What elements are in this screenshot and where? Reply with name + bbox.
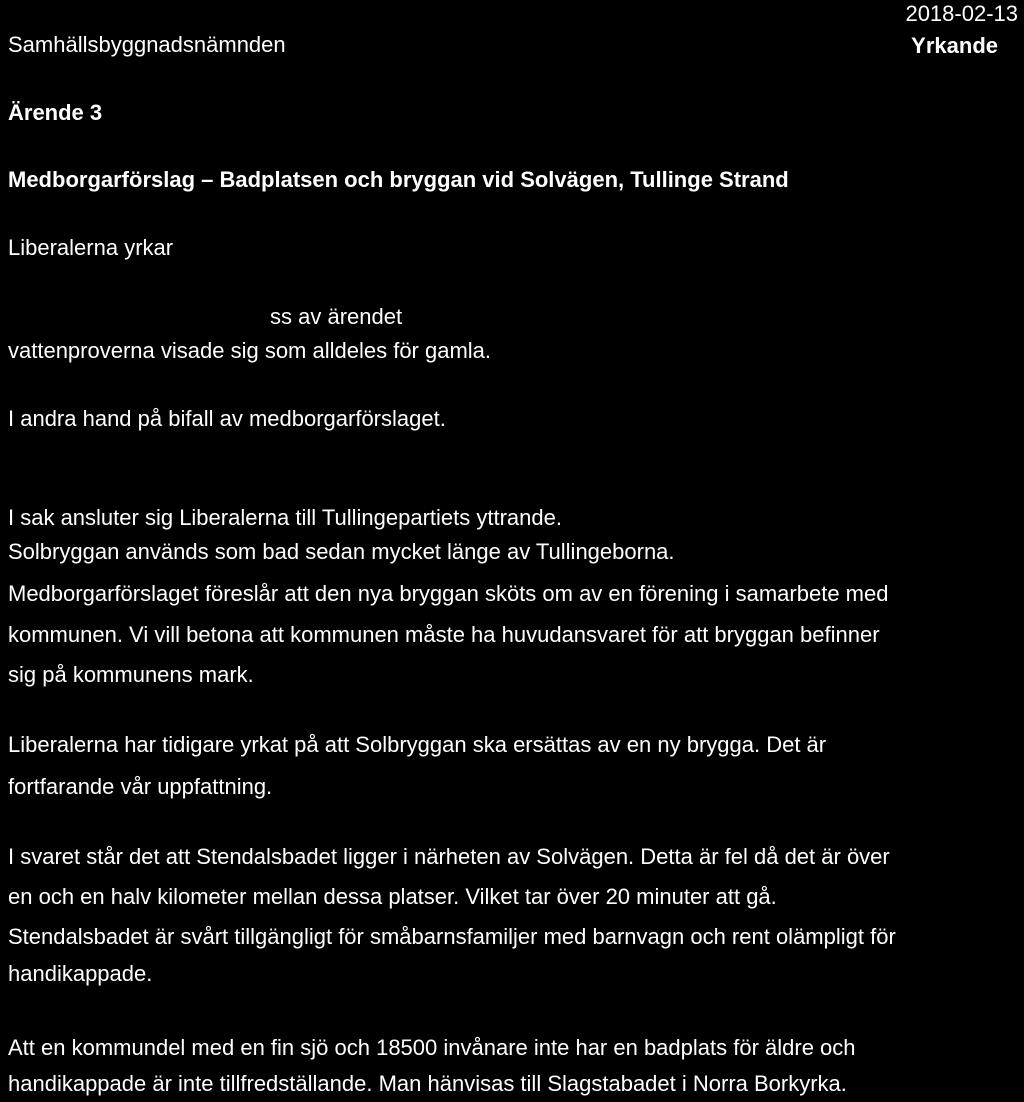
proposal-intro: Liberalerna yrkar (8, 235, 174, 260)
paragraph-line: I svaret står det att Stendalsbadet ligger i närheten av Solvägen. Detta är fel då det är över (8, 844, 890, 869)
paragraph-line: I sak ansluter sig Liberalerna till Tullingepartiets yttrande. (8, 505, 562, 530)
proposal-fragment: ss av ärendet (270, 304, 403, 329)
paragraph-line: handikappade är inte tillfredställande. Man hänvisas till Slagstabadet i Norra Borkyrka. (8, 1071, 847, 1096)
paragraph-line: Medborgarförslaget föreslår att den nya bryggan sköts om av en förening i samarbete med (8, 581, 889, 606)
paragraph-line: fortfarande vår uppfattning. (8, 774, 273, 799)
case-number: Ärende 3 (8, 100, 103, 125)
paragraph-line: kommunen. Vi vill betona att kommunen måste ha huvudansvaret för att bryggan befinner (8, 622, 880, 647)
document-title: Medborgarförslag – Badplatsen och bryggan vid Solvägen, Tullinge Strand (8, 167, 789, 192)
paragraph-line: en och en halv kilometer mellan dessa platser. Vilket tar över 20 minuter att gå. (8, 884, 777, 909)
paragraph-line: Att en kommundel med en fin sjö och 18500 invånare inte har en badplats för äldre och (8, 1035, 856, 1060)
proposal-secondary: I andra hand på bifall av medborgarförslaget. (8, 406, 446, 431)
paragraph-line: handikappade. (8, 961, 153, 986)
committee-name: Samhällsbyggnadsnämnden (8, 32, 286, 57)
paragraph-line: Liberalerna har tidigare yrkat på att Solbryggan ska ersättas av en ny brygga. Det är (8, 732, 827, 757)
document-type: Yrkande (911, 33, 998, 58)
paragraph-line: Solbryggan används som bad sedan mycket länge av Tullingeborna. (8, 539, 675, 564)
paragraph-line: sig på kommunens mark. (8, 662, 254, 687)
document-date: 2018-02-13 (905, 1, 1018, 26)
paragraph-line: Stendalsbadet är svårt tillgängligt för småbarnsfamiljer med barnvagn och rent olämpligt för (8, 924, 896, 949)
proposal-line: vattenproverna visade sig som alldeles för gamla. (8, 338, 492, 363)
